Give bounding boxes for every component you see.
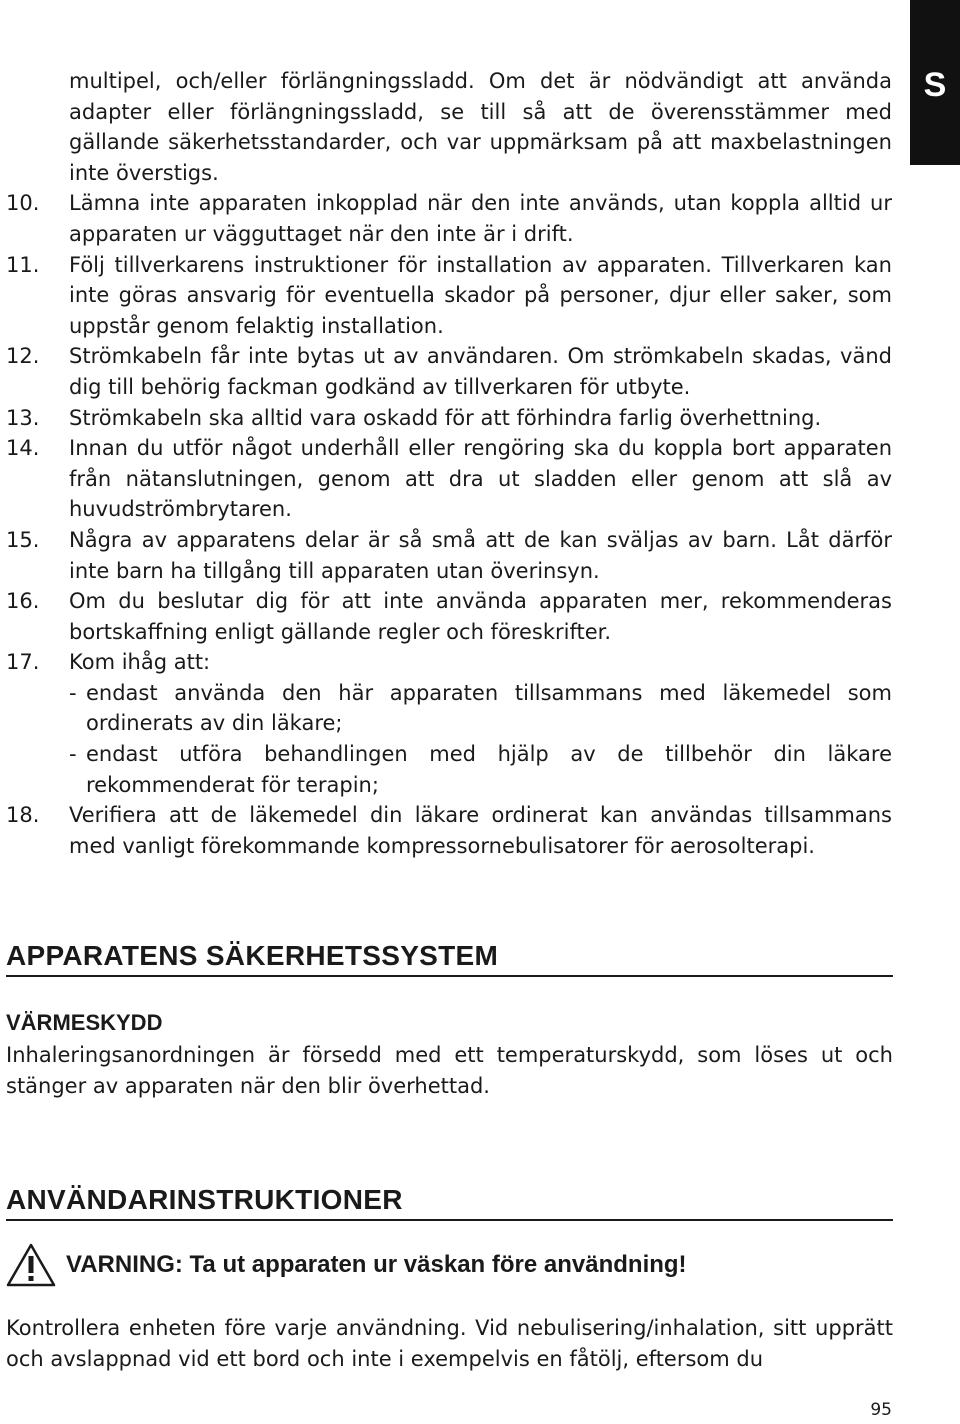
list-item-number: 15. bbox=[6, 527, 40, 552]
warning-text: VARNING: Ta ut apparaten ur väskan före användning! bbox=[66, 1251, 687, 1278]
list-item bbox=[6, 403, 892, 434]
safety-list bbox=[6, 66, 892, 861]
list-item-number: 18. bbox=[6, 803, 40, 828]
list-item-text: Strömkabeln får inte bytas ut av användaren. Om strömkabeln skadas, vänd dig till behörig fackman godkänd av tillverkaren för utbyte. bbox=[69, 344, 892, 399]
list-item bbox=[6, 341, 892, 402]
list-item-text: Verifiera att de läkemedel din läkare ordinerat kan användas tillsammans med vanligt förekommande kompressornebulisatorer för aerosolterapi. bbox=[69, 803, 892, 858]
list-item-text: Lämna inte apparaten inkopplad när den inte används, utan koppla alltid ur apparaten ur vägguttaget när den inte är i drift. bbox=[69, 191, 892, 246]
list-item-text: Strömkabeln ska alltid vara oskadd för att förhindra farlig överhettning. bbox=[69, 405, 822, 430]
warning-triangle-icon bbox=[6, 1243, 56, 1287]
list-item-text: multipel, och/eller förlängningssladd. Om det är nödvändigt att använda adapter eller förlängningssladd, se till så att de överensstämmer med gällande säkerhetsstandarder, och var uppmärksam på att maxbelastningen inte överstigs. bbox=[69, 69, 892, 185]
list-item-number: 17. bbox=[6, 650, 40, 675]
list-item bbox=[6, 188, 892, 249]
list-item-number: 12. bbox=[6, 344, 40, 369]
sub-item bbox=[69, 739, 892, 800]
list-item-text: Följ tillverkarens instruktioner för installation av apparaten. Tillverkaren kan inte göras ansvarig för eventuella skador på personer, djur eller saker, som uppstår genom felaktig installation. bbox=[69, 252, 892, 338]
list-item-number: 16. bbox=[6, 589, 40, 614]
list-item-text: Innan du utför något underhåll eller rengöring ska du koppla bort apparaten från nätanslutningen, genom att dra ut sladden eller genom att slå av huvudströmbrytaren. bbox=[69, 436, 892, 522]
list-item bbox=[6, 647, 892, 800]
sub-item-text: endast använda den här apparaten tillsammans med läkemedel som ordinerats av din läkare; bbox=[86, 680, 892, 736]
list-item-number: 13. bbox=[6, 405, 40, 430]
sub-item-dash: - bbox=[69, 742, 77, 767]
list-item-number: 10. bbox=[6, 191, 40, 216]
list-item bbox=[6, 525, 892, 586]
sub-item-dash: - bbox=[69, 680, 77, 705]
list-item bbox=[6, 586, 892, 647]
page-number: 95 bbox=[870, 1400, 892, 1420]
list-item bbox=[6, 250, 892, 342]
list-item-text: Några av apparatens delar är så små att de kan sväljas av barn. Låt därför inte barn ha tillgång till apparaten utan överinsyn. bbox=[69, 527, 892, 583]
user-instructions-paragraph: Kontrollera enheten före varje användning. Vid nebulisering/inhalation, sitt upprätt och avslappnad vid ett bord och inte i exempelvis en fåtölj, eftersom du bbox=[6, 1316, 893, 1371]
sub-item-text: endast utföra behandlingen med hjälp av de tillbehör din läkare rekommenderat för terapin; bbox=[86, 742, 892, 797]
subheading-heat-protection: VÄRMESKYDD bbox=[6, 1010, 163, 1035]
list-item bbox=[6, 433, 892, 525]
language-tab-label: S bbox=[923, 66, 947, 104]
list-item-text: Om du beslutar dig för att inte använda apparaten mer, rekommenderas bortskaffning enligt gällande regler och föreskrifter. bbox=[69, 589, 892, 644]
list-item bbox=[6, 800, 892, 861]
list-item-text: Kom ihåg att: bbox=[69, 650, 211, 675]
section-heading-user-instructions: ANVÄNDARINSTRUKTIONER bbox=[6, 1184, 893, 1221]
list-item-continuation bbox=[6, 66, 892, 188]
list-item-number: 14. bbox=[6, 436, 40, 461]
warning-notice bbox=[6, 1240, 893, 1290]
heat-protection-paragraph: Inhaleringsanordningen är försedd med ett temperaturskydd, som löses ut och stänger av apparaten när den blir överhettad. bbox=[6, 1043, 893, 1098]
sub-item bbox=[69, 678, 892, 739]
list-item-number: 11. bbox=[6, 252, 40, 277]
section-heading-safety-system: APPARATENS SÄKERHETSSYSTEM bbox=[6, 940, 893, 977]
language-tab bbox=[910, 0, 960, 165]
